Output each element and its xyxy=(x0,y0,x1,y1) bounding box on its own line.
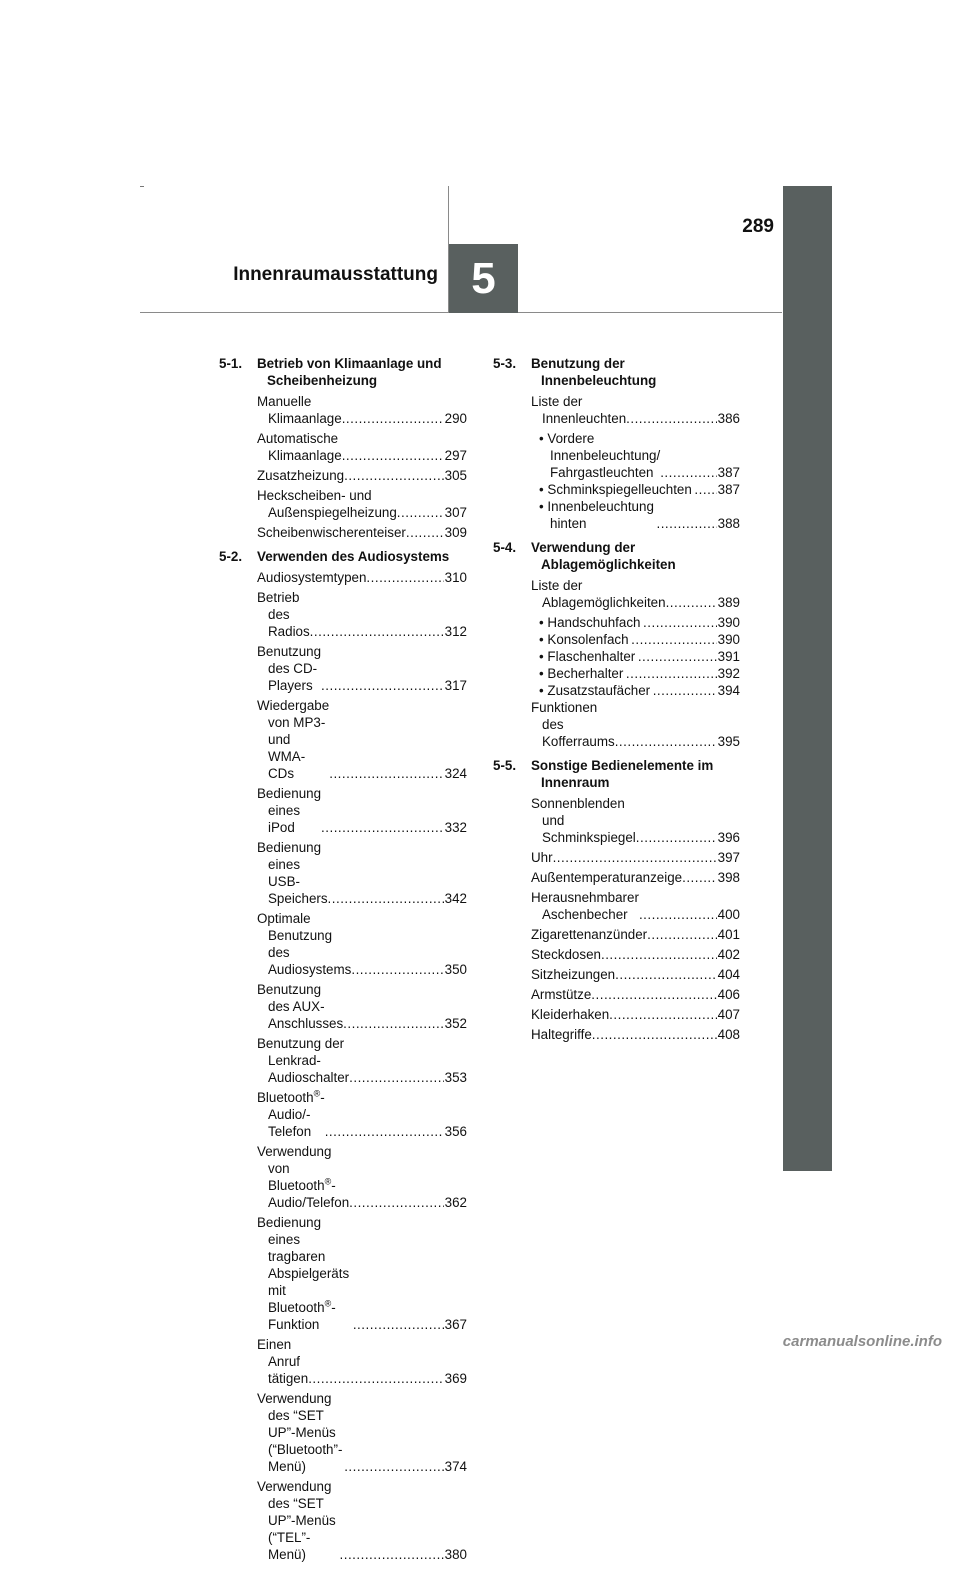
section-heading xyxy=(219,548,467,565)
toc-entry[interactable] xyxy=(257,1143,467,1211)
entry-page-number: 390 xyxy=(717,632,740,647)
section-number: 5-5. xyxy=(493,758,517,773)
toc-column-left xyxy=(219,355,467,1570)
chapter-number: 5 xyxy=(471,253,496,303)
chapter-title: Innenraumausstattung xyxy=(233,264,438,285)
entry-page-number: 317 xyxy=(444,678,467,693)
leader-dots xyxy=(591,986,716,1003)
leader-dots xyxy=(643,614,717,631)
leader-dots xyxy=(638,648,717,665)
leader-dots xyxy=(342,410,444,427)
toc-entry[interactable] xyxy=(257,1390,467,1475)
toc-entry[interactable] xyxy=(531,699,740,750)
toc-entry[interactable] xyxy=(257,981,467,1032)
entry-text: Bedienung eines iPod xyxy=(257,786,322,835)
entry-text: Außentemperaturanzeige xyxy=(531,870,683,885)
entry-page-number: 387 xyxy=(717,482,740,497)
toc-entry[interactable] xyxy=(531,577,740,611)
entry-text: • Becherhalter xyxy=(539,666,624,681)
toc-entry[interactable] xyxy=(531,946,740,963)
entry-page-number: 297 xyxy=(444,448,467,463)
entry-page-number: 374 xyxy=(444,1459,467,1474)
entry-text: • Konsolenfach xyxy=(539,632,629,647)
entry-text: Bedienung eines tragbaren Abspielgeräts mit Bluetooth®-Funktion xyxy=(257,1215,350,1332)
entry-page-number: 386 xyxy=(717,411,740,426)
toc-subentry[interactable] xyxy=(539,648,740,665)
section-number: 5-1. xyxy=(219,356,243,371)
entry-page-number: 408 xyxy=(717,1027,740,1042)
leader-dots xyxy=(601,946,717,963)
entry-page-number: 380 xyxy=(444,1547,467,1562)
leader-dots xyxy=(666,594,717,611)
leader-dots xyxy=(349,1069,444,1086)
entry-page-number: 402 xyxy=(717,947,740,962)
toc-entry[interactable] xyxy=(257,393,467,427)
entry-text: Armstütze xyxy=(531,987,592,1002)
toc-entry[interactable] xyxy=(531,966,740,983)
entry-text: Steckdosen xyxy=(531,947,601,962)
toc-entry[interactable] xyxy=(257,1035,467,1086)
leader-dots xyxy=(553,849,717,866)
entry-text: Wiedergabe von MP3- und WMA-CDs xyxy=(257,698,330,781)
entry-text: • Vordere Innenbeleuchtung/ Fahrgastleuchten xyxy=(539,431,661,480)
entry-text: Scheibenwischerenteiser xyxy=(257,525,406,540)
toc-entry[interactable] xyxy=(531,1006,740,1023)
toc-entry[interactable] xyxy=(257,467,467,484)
leader-dots xyxy=(656,515,716,532)
section-heading xyxy=(493,355,740,389)
toc-subentry[interactable] xyxy=(539,682,740,699)
leader-dots xyxy=(653,682,717,699)
entry-text: Benutzung des CD-Players xyxy=(257,644,322,693)
section-title: Betrieb von Klimaanlage und Scheibenheizung xyxy=(257,356,442,388)
toc-entry[interactable] xyxy=(257,430,467,464)
toc-subentry[interactable] xyxy=(539,430,740,481)
entry-page-number: 396 xyxy=(717,830,740,845)
entry-text: Verwendung des “SET UP”-Menüs (“Bluetooth”-Menü) xyxy=(257,1391,343,1474)
entry-page-number: 388 xyxy=(717,516,740,531)
toc-section xyxy=(219,548,467,1563)
entry-text: • Innenbeleuchtung hinten xyxy=(539,499,654,531)
entry-text: • Schminkspiegelleuchten xyxy=(539,482,692,497)
toc-entry[interactable] xyxy=(531,795,740,846)
leader-dots xyxy=(647,926,717,943)
leader-dots xyxy=(353,1316,444,1333)
entry-page-number: 324 xyxy=(444,766,467,781)
toc-section xyxy=(493,757,740,1043)
leader-dots xyxy=(325,1123,444,1140)
crop-mark xyxy=(140,186,144,187)
chapter-side-tab xyxy=(783,186,832,1171)
toc-entry[interactable] xyxy=(257,569,467,586)
section-title: Verwenden des Audiosystems xyxy=(257,549,450,564)
entry-text: Benutzung der Lenkrad-Audioschalter xyxy=(257,1036,350,1085)
entry-page-number: 407 xyxy=(717,1007,740,1022)
entry-page-number: 394 xyxy=(717,683,740,698)
toc-entry[interactable] xyxy=(257,839,467,907)
entry-text: Manuelle Klimaanlage xyxy=(257,394,342,426)
toc-subentry[interactable] xyxy=(539,498,740,532)
toc-subentry[interactable] xyxy=(539,631,740,648)
toc-subentry[interactable] xyxy=(539,614,740,631)
section-heading xyxy=(493,757,740,791)
entry-text: Zusatzheizung xyxy=(257,468,345,483)
entry-page-number: 342 xyxy=(444,891,467,906)
leader-dots xyxy=(351,961,443,978)
toc-entry[interactable] xyxy=(257,524,467,541)
entry-text: Haltegriffe xyxy=(531,1027,592,1042)
section-number: 5-3. xyxy=(493,356,517,371)
toc-subentry[interactable] xyxy=(539,665,740,682)
entry-page-number: 350 xyxy=(444,962,467,977)
section-number: 5-4. xyxy=(493,540,517,555)
leader-dots xyxy=(615,966,717,983)
entry-page-number: 398 xyxy=(717,870,740,885)
entry-page-number: 391 xyxy=(717,649,740,664)
entry-text: • Handschuhfach xyxy=(539,615,641,630)
toc-entry[interactable] xyxy=(531,849,740,866)
toc-entry[interactable] xyxy=(257,1478,467,1563)
leader-dots xyxy=(329,765,443,782)
toc-entry[interactable] xyxy=(257,910,467,978)
leader-dots xyxy=(631,631,717,648)
leader-dots xyxy=(626,665,717,682)
chapter-number-box xyxy=(449,244,518,313)
toc-entry[interactable] xyxy=(257,1089,467,1140)
section-heading xyxy=(219,355,467,389)
entry-text: Liste der Ablagemöglichkeiten xyxy=(531,578,666,610)
entry-text: Bluetooth®-Audio/-Telefon xyxy=(257,1088,325,1139)
toc-entry[interactable] xyxy=(531,869,740,886)
toc-entry[interactable] xyxy=(531,1026,740,1043)
section-heading xyxy=(493,539,740,573)
leader-dots xyxy=(321,819,444,836)
entry-text: Funktionen des Kofferraums xyxy=(531,700,615,749)
watermark: carmanualsonline.info xyxy=(782,1333,942,1350)
toc-section xyxy=(493,539,740,750)
entry-page-number: 356 xyxy=(444,1124,467,1139)
entry-text: Benutzung des AUX-Anschlusses xyxy=(257,982,344,1031)
leader-dots xyxy=(343,1015,443,1032)
leader-dots xyxy=(397,504,444,521)
toc-entry[interactable] xyxy=(257,643,467,694)
section-title: Verwendung der Ablagemöglichkeiten xyxy=(531,540,676,572)
toc-entry[interactable] xyxy=(531,889,740,923)
leader-dots xyxy=(682,869,717,886)
leader-dots xyxy=(636,829,717,846)
entry-text: Audiosystemtypen xyxy=(257,570,367,585)
entry-page-number: 397 xyxy=(717,850,740,865)
entry-page-number: 401 xyxy=(717,927,740,942)
leader-dots xyxy=(308,1370,443,1387)
entry-text: Betrieb des Radios xyxy=(257,590,310,639)
leader-dots xyxy=(344,1458,443,1475)
leader-dots xyxy=(349,1194,444,1211)
leader-dots xyxy=(609,1006,716,1023)
entry-text: Liste der Innenleuchten xyxy=(531,394,627,426)
leader-dots xyxy=(626,410,717,427)
entry-page-number: 392 xyxy=(717,666,740,681)
leader-dots xyxy=(344,467,444,484)
toc-entry[interactable] xyxy=(257,589,467,640)
entry-page-number: 362 xyxy=(444,1195,467,1210)
entry-page-number: 305 xyxy=(444,468,467,483)
leader-dots xyxy=(592,1026,717,1043)
entry-text: Verwendung des “SET UP”-Menüs (“TEL”-Menü) xyxy=(257,1479,336,1562)
leader-dots xyxy=(342,447,444,464)
entry-page-number: 389 xyxy=(717,595,740,610)
entry-text: Kleiderhaken xyxy=(531,1007,610,1022)
entry-text: • Zusatzstaufächer xyxy=(539,683,651,698)
entry-page-number: 395 xyxy=(717,734,740,749)
toc-entry[interactable] xyxy=(257,1336,467,1387)
entry-page-number: 367 xyxy=(444,1317,467,1332)
entry-text: Verwendung von Bluetooth®-Audio/Telefon xyxy=(257,1144,350,1210)
toc-entry[interactable] xyxy=(257,785,467,836)
section-number: 5-2. xyxy=(219,549,243,564)
leader-dots xyxy=(321,677,444,694)
toc-column-right xyxy=(493,355,740,1050)
toc-entry[interactable] xyxy=(531,393,740,427)
entry-page-number: 353 xyxy=(444,1070,467,1085)
toc-entry[interactable] xyxy=(257,1214,467,1333)
leader-dots xyxy=(340,1546,444,1563)
entry-page-number: 312 xyxy=(444,624,467,639)
entry-page-number: 290 xyxy=(444,411,467,426)
page-number: 289 xyxy=(742,216,774,237)
leader-dots xyxy=(310,623,444,640)
toc-entry[interactable] xyxy=(531,986,740,1003)
entry-text: Einen Anruf tätigen xyxy=(257,1337,309,1386)
toc-entry[interactable] xyxy=(257,697,467,782)
entry-text: Herausnehmbarer Aschenbecher xyxy=(531,890,639,922)
leader-dots xyxy=(615,733,717,750)
entry-text: Bedienung eines USB-Speichers xyxy=(257,840,328,906)
entry-text: Zigarettenanzünder xyxy=(531,927,648,942)
entry-page-number: 307 xyxy=(444,505,467,520)
leader-dots xyxy=(639,906,717,923)
entry-page-number: 332 xyxy=(444,820,467,835)
leader-dots xyxy=(328,890,444,907)
toc-section xyxy=(219,355,467,541)
entry-page-number: 309 xyxy=(444,525,467,540)
entry-page-number: 310 xyxy=(444,570,467,585)
toc-subentry[interactable] xyxy=(539,481,740,498)
entry-page-number: 390 xyxy=(717,615,740,630)
entry-page-number: 352 xyxy=(444,1016,467,1031)
section-title: Sonstige Bedienelemente im Innenraum xyxy=(531,758,714,790)
section-title: Benutzung der Innenbeleuchtung xyxy=(531,356,657,388)
leader-dots xyxy=(406,524,444,541)
entry-page-number: 406 xyxy=(717,987,740,1002)
leader-dots xyxy=(366,569,443,586)
entry-text: • Flaschenhalter xyxy=(539,649,636,664)
entry-text: Optimale Benutzung des Audiosystems xyxy=(257,911,352,977)
toc-section xyxy=(493,355,740,532)
entry-page-number: 387 xyxy=(717,465,740,480)
entry-text: Sonnenblenden und Schminkspiegel xyxy=(531,796,636,845)
entry-text: Uhr xyxy=(531,850,553,865)
toc-entry[interactable] xyxy=(531,926,740,943)
entry-text: Sitzheizungen xyxy=(531,967,616,982)
leader-dots xyxy=(694,481,716,498)
entry-text: Heckscheiben- und Außenspiegelheizung xyxy=(257,488,397,520)
entry-page-number: 400 xyxy=(717,907,740,922)
entry-text: Automatische Klimaanlage xyxy=(257,431,342,463)
leader-dots xyxy=(660,464,716,481)
toc-entry[interactable] xyxy=(257,487,467,521)
entry-page-number: 369 xyxy=(444,1371,467,1386)
entry-page-number: 404 xyxy=(717,967,740,982)
